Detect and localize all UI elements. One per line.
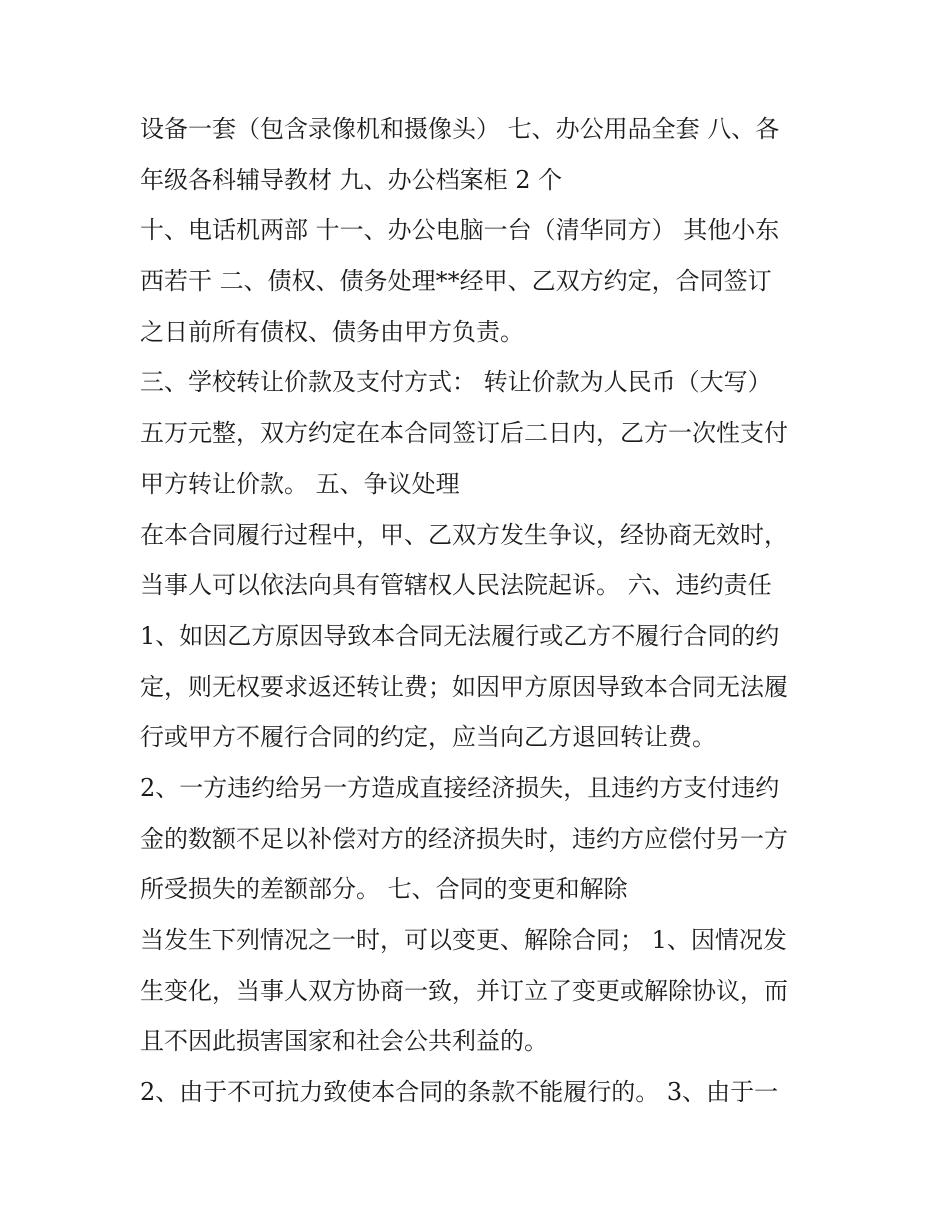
- text-line: 甲方转让价款。 五、争议处理: [140, 469, 460, 498]
- text-line: 2、由于不可抗力致使本合同的条款不能履行的。 3、由于一: [140, 1078, 779, 1107]
- text-line: 且不因此损害国家和社会公共利益的。: [140, 1027, 548, 1056]
- text-line: 设备一套（包含录像机和摄像头） 七、办公用品全套 八、各: [140, 115, 780, 143]
- text-line: 金的数额不足以补偿对方的经济损失时，违约方应偿付另一方: [140, 824, 788, 853]
- text-line: 年级各科辅导教材 九、办公档案柜 2 个: [140, 165, 563, 194]
- text-line: 行或甲方不履行合同的约定，应当向乙方退回转让费。: [140, 723, 716, 752]
- text-line: 三、学校转让价款及支付方式： 转让价款为人民币（大写）: [140, 368, 772, 397]
- text-line: 在本合同履行过程中，甲、乙双方发生争议，经协商无效时，: [140, 520, 788, 549]
- text-line: 之日前所有债权、债务由甲方负责。: [140, 317, 524, 346]
- text-line: 定，则无权要求返还转让费；如因甲方原因导致本合同无法履: [140, 672, 788, 701]
- text-line: 五万元整，双方约定在本合同签订后二日内，乙方一次性支付: [140, 419, 788, 448]
- text-line: 所受损失的差额部分。 七、合同的变更和解除: [140, 875, 628, 904]
- text-line: 生变化，当事人双方协商一致，并订立了变更或解除协议，而: [140, 976, 788, 1005]
- text-line: 2、一方违约给另一方造成直接经济损失，且违约方支付违约: [140, 773, 780, 802]
- contract-text-body: [140, 104, 820, 1118]
- text-line: 十、电话机两部 十一、办公电脑一台（清华同方） 其他小东: [140, 216, 780, 245]
- text-line: 当发生下列情况之一时，可以变更、解除合同； 1、因情况发: [140, 926, 787, 954]
- text-line: 西若干 二、债权、债务处理**经甲、乙双方约定，合同签订: [140, 267, 772, 296]
- text-line: 1、如因乙方原因导致本合同无法履行或乙方不履行合同的约: [140, 621, 780, 650]
- text-line: 当事人可以依法向具有管辖权人民法院起诉。 六、违约责任: [140, 571, 772, 600]
